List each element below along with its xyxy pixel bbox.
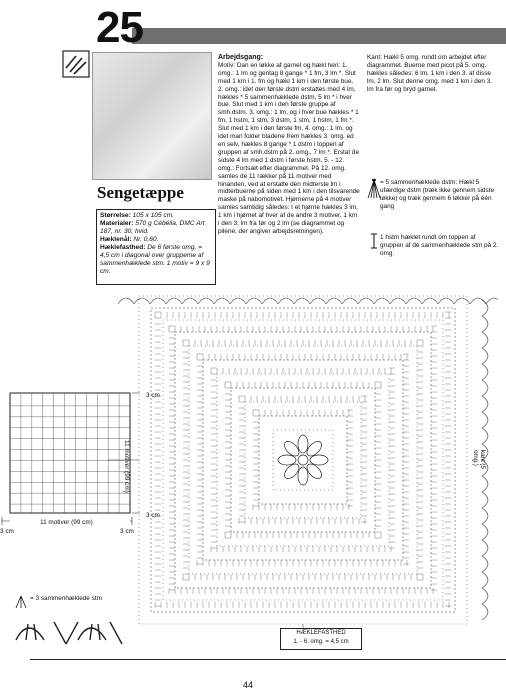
legend-cluster: = 5 sammenhæklede dstm: Hækl 5 ufærdige dstm (træk ikke gennem sidste løkke) og træk gennem 6 løkker på één gang: [380, 179, 495, 210]
grid-label-3cm-bottom: 3 cm: [120, 528, 134, 535]
yarn-logo-icon: [62, 50, 90, 78]
grid-label-3cm-right: 3 cm: [146, 512, 160, 519]
legend-hstm: 1 hstm hæklet rundt om toppen af gruppen af de sammenhæklede stm på 2. omg.: [380, 234, 499, 257]
three-cluster-icon: [14, 594, 28, 610]
page-number: 44: [243, 680, 254, 690]
instructions-column: [218, 54, 360, 236]
info-materials: Materialer: 570 g Cébélia, DMC Art 187, nr. 30, hvid.: [100, 220, 205, 235]
grid-label-bottom: 11 motiver (99 cm): [40, 519, 93, 526]
stitch-illustration: [14, 618, 134, 648]
product-title: Sengetæppe: [97, 183, 184, 202]
instructions-heading: Arbejdsgang:: [218, 54, 264, 61]
header-bar: [132, 28, 506, 44]
info-gauge: Hæklefasthed: De 6 første omg. = 4,5 cm i diagonal over gruppeme af sammenhæklede stm. 1 motiv = 9 x 9 cm.: [100, 244, 210, 275]
pattern-number: 25: [96, 3, 143, 52]
grid-label-3cm-left: 3 cm: [0, 528, 14, 535]
info-size: Størrelse: 105 x 105 cm.: [100, 212, 175, 219]
grid-label-right: 11 motiver (99 cm): [123, 440, 130, 493]
product-photo: [92, 52, 212, 180]
info-hook: Hæklenål: Nr. 0,60.: [100, 236, 159, 243]
footer-line: [30, 659, 506, 660]
border-instructions: Kant: Hækl 5 omg. rundt om arbejdet efter diagrammet. Buerne med picot på 5. omg. hækles således: 6 lm, 1 km i den 3. af disse lm, 2 lm. Slut denne omg. med 1 km i den 3. lm fra før og bryd garnet.: [367, 54, 493, 93]
crochet-diagram: [108, 290, 498, 650]
hstm-symbol-icon: [368, 232, 380, 250]
legend-three-cluster: = 3 sammenhæklede stm: [30, 595, 102, 602]
grid-label-3cm-top: 3 cm: [146, 392, 160, 399]
info-box: [96, 209, 216, 285]
instructions-text: Motiv: Dan en løkke af garnet og hækl heri: 1. omg.: 1 lm og gentag 8 gange * 1 fm, 3 lm *. Slut med 1 km i 1. fm og hækl 1 km i den første bue. 2. omg.: idet den første dstm erstattes med 4 lm, hækles * 5 sammenhæklede dstm, 5 lm * i hver bue. Slut med 1 km i den første gruppe af smh.dstm. 3. omg.: 1 lm, og i hver bue hækles * 1 fm, 1 hstm, 1 stm, 3 dstm, 1 stm, 1 hstm, 1 fm *. Slut med 1 km i den første fm. 4. omg.: 1 lm, og idet man folder bladene frem hækles 3. omg. ed en selv, hækles 8 gange * 1 dstm i toppen af gruppen af smh.dstm på 2. omg., 7 lm *. Erstat de sidste 4 lm med 1 dstm i første hstm. 5. - 12. omg.: Fortsæt efter diagrammet. På 12. omg. samles de 11 rækker på 11 motiver med hinanden, ved at erstatte den midterste lm i midterbuerne på siden med 1 km i den tilsvarende maske på nabomotivet. Hjørnerne på 4 motiver samles samtidig således: I et hjørne hækles 3 lm, 1 km i hjørnet af hver af de andre 3 motiver, 1 km i den 3. lm fra før og 2 lm (se diagrammet og pilene, der angiver arbejdsretningen).: [218, 61, 360, 235]
border-label: kant (5 omg.): [472, 450, 486, 469]
gauge-box: HÆKLEFASTHED 1. - 6. omg. = 4,5 cm: [280, 628, 362, 650]
